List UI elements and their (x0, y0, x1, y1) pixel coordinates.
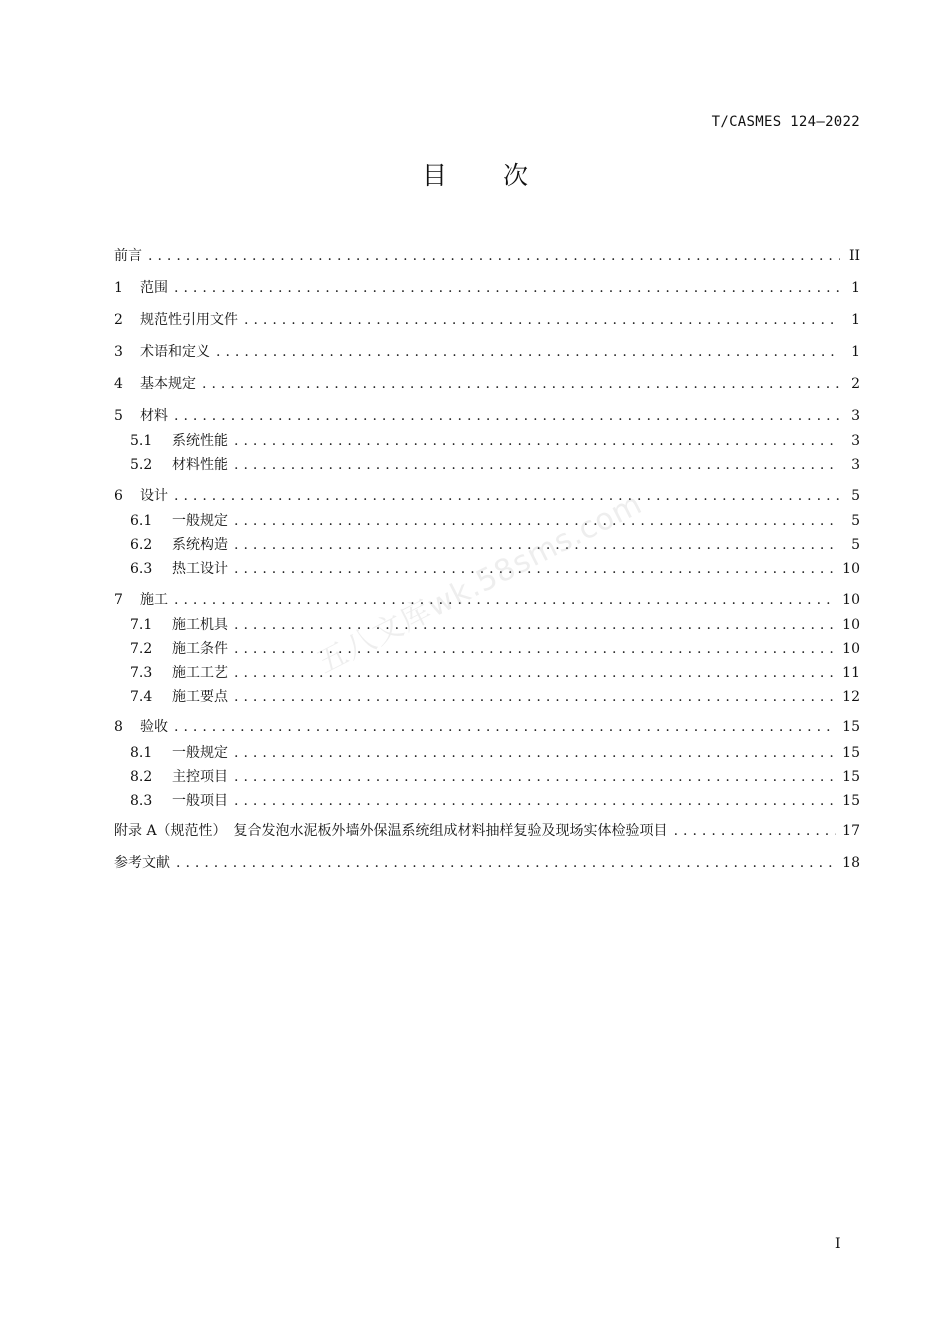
toc-entry-number: 1 (114, 280, 123, 296)
toc-entry-7-3[interactable] (130, 663, 860, 683)
toc-entry-title: 术语和定义 (140, 344, 210, 360)
toc-leader-dots (174, 717, 836, 737)
toc-entry-number: 5.1 (130, 433, 153, 449)
toc-page-number: 15 (842, 719, 860, 735)
toc-page-number: 1 (851, 344, 860, 360)
toc-entry-8[interactable] (114, 717, 860, 737)
toc-entry-8-3[interactable] (130, 791, 860, 811)
toc-leader-dots (174, 486, 840, 506)
toc-entry-title: 材料 (140, 408, 168, 424)
toc-entry-number: 6.3 (130, 561, 153, 577)
toc-page-number: 5 (851, 537, 860, 553)
toc-entry-2[interactable] (114, 310, 860, 330)
toc-entry-number: 8.2 (130, 769, 153, 785)
toc-entry-title: 规范性引用文件 (140, 312, 238, 328)
toc-page-number: 15 (842, 745, 860, 761)
toc-entry-references[interactable] (114, 853, 860, 873)
toc-entry-number: 7.4 (130, 689, 153, 705)
toc-leader-dots (148, 246, 840, 266)
toc-leader-dots (674, 821, 837, 841)
toc-page-number: 3 (851, 408, 860, 424)
toc-leader-dots (174, 406, 840, 426)
toc-page-number: 10 (842, 592, 860, 608)
toc-page-number: 11 (842, 665, 860, 681)
toc-entry-number: 5.2 (130, 457, 153, 473)
toc-leader-dots (234, 791, 836, 811)
toc-entry-title: 一般规定 (172, 513, 228, 529)
toc-entry-number: 7.2 (130, 641, 153, 657)
toc-leader-dots (234, 455, 840, 475)
toc-entry-7-2[interactable] (130, 639, 860, 659)
toc-page-number: 15 (842, 769, 860, 785)
document-code: T/CASMES 124—2022 (711, 114, 860, 130)
toc-entry-7-1[interactable] (130, 615, 860, 635)
toc-entry-5-2[interactable] (130, 455, 860, 475)
toc-entry-number: 8 (114, 719, 123, 735)
toc-entry-title: 附录 A（规范性） 复合发泡水泥板外墙外保温系统组成材料抽样复验及现场实体检验项目 (114, 823, 668, 839)
toc-page-number: 10 (842, 561, 860, 577)
toc-page-number: 5 (851, 513, 860, 529)
toc-page-number: 1 (851, 312, 860, 328)
toc-entry-foreword[interactable] (114, 246, 860, 266)
toc-page-number: 10 (842, 617, 860, 633)
toc-entry-number: 7.1 (130, 617, 153, 633)
toc-leader-dots (244, 310, 840, 330)
toc-entry-title: 施工机具 (172, 617, 228, 633)
toc-page-number: 18 (842, 855, 860, 871)
toc-entry-1[interactable] (114, 278, 860, 298)
toc-page-number: 17 (842, 823, 860, 839)
toc-entry-title: 热工设计 (172, 561, 228, 577)
toc-entry-title: 施工条件 (172, 641, 228, 657)
toc-entry-number: 7 (114, 592, 123, 608)
toc-title: 目次 (421, 161, 584, 190)
toc-page-number: 12 (842, 689, 860, 705)
toc-entry-number: 6 (114, 488, 123, 504)
toc-leader-dots (176, 853, 836, 873)
toc-entry-number: 3 (114, 344, 123, 360)
toc-entry-7-4[interactable] (130, 687, 860, 707)
toc-entry-title: 施工 (140, 592, 168, 608)
toc-page-number: 3 (851, 457, 860, 473)
page-number: I (835, 1236, 841, 1252)
toc-page-number: 5 (851, 488, 860, 504)
watermark: 五八文库wk.58sms.com (311, 486, 649, 681)
toc-entry-5[interactable] (114, 406, 860, 426)
toc-entry-title: 施工工艺 (172, 665, 228, 681)
toc-page-number: 1 (851, 280, 860, 296)
toc-page-number: 2 (851, 376, 860, 392)
toc-entry-number: 6.2 (130, 537, 153, 553)
toc-page-number: 10 (842, 641, 860, 657)
toc-entry-3[interactable] (114, 342, 860, 362)
toc-entry-number: 6.1 (130, 513, 153, 529)
toc-leader-dots (234, 431, 840, 451)
toc-leader-dots (202, 374, 840, 394)
toc-entry-number: 8.3 (130, 793, 153, 809)
toc-entry-number: 5 (114, 408, 123, 424)
toc-entry-number: 7.3 (130, 665, 153, 681)
toc-leader-dots (234, 743, 836, 763)
toc-entry-6[interactable] (114, 486, 860, 506)
toc-entry-title: 基本规定 (140, 376, 196, 392)
toc-entry-title: 参考文献 (114, 855, 170, 871)
toc-leader-dots (174, 590, 836, 610)
toc-leader-dots (234, 687, 836, 707)
toc-entry-title: 设计 (140, 488, 168, 504)
toc-page-number: II (848, 248, 860, 264)
toc-page-number: 15 (842, 793, 860, 809)
toc-entry-6-1[interactable] (130, 511, 860, 531)
toc-page-number: 3 (851, 433, 860, 449)
toc-entry-title: 验收 (140, 719, 168, 735)
toc-entry-title: 材料性能 (172, 457, 228, 473)
toc-entry-number: 8.1 (130, 745, 153, 761)
toc-entry-8-2[interactable] (130, 767, 860, 787)
toc-entry-8-1[interactable] (130, 743, 860, 763)
toc-entry-title: 系统性能 (172, 433, 228, 449)
toc-entry-title: 范围 (140, 280, 168, 296)
toc-leader-dots (234, 767, 836, 787)
toc-entry-number: 4 (114, 376, 123, 392)
toc-entry-title: 主控项目 (172, 769, 228, 785)
toc-entry-title: 前言 (114, 248, 142, 264)
toc-entry-4[interactable] (114, 374, 860, 394)
toc-leader-dots (234, 615, 836, 635)
toc-entry-title: 施工要点 (172, 689, 228, 705)
toc-entry-title: 系统构造 (172, 537, 228, 553)
toc-entry-title: 一般规定 (172, 745, 228, 761)
toc-leader-dots (216, 342, 840, 362)
toc-entry-5-1[interactable] (130, 431, 860, 451)
toc-entry-title: 一般项目 (172, 793, 228, 809)
toc-entry-number: 2 (114, 312, 123, 328)
toc-entry-appendix-a[interactable] (114, 821, 860, 841)
toc-leader-dots (174, 278, 840, 298)
